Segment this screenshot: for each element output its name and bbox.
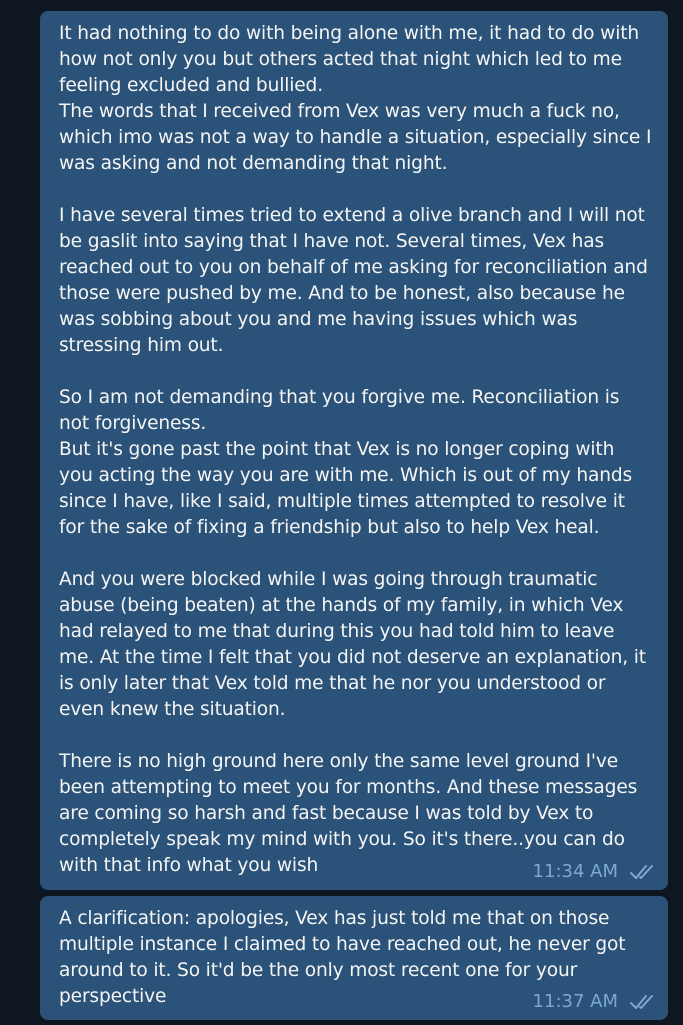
outgoing-message-bubble[interactable] xyxy=(40,11,668,890)
outgoing-message-bubble[interactable] xyxy=(40,896,668,1020)
message-text: It had nothing to do with being alone with me, it had to do with how not only you but others acted that night which led to me feeling excluded and bullied. The words that I received from Vex was very much a fuck no, which imo was not a way to handle a situation, especially since I was asking and not demanding that night. I have several times tried to extend a olive branch and I will not be gaslit into saying that I have not. Several times, Vex has reached out to you on behalf of me asking for reconciliation and those were pushed by me. And to be honest, also because he was sobbing about you and me having issues which was stressing him out. So I am not demanding that you forgive me. Reconciliation is not forgiveness. But it's gone past the point that Vex is no longer coping with you acting the way you are with me. Which is out of my hands since I have, like I said, multiple times attempted to resolve it for the sake of fixing a friendship but also to help Vex heal. And you were blocked while I was going through traumatic abuse (being beaten) at the hands of my family, in which Vex had relayed to me that during this you had told him to leave me. At the time I felt that you did not deserve an explanation, it is only later that Vex told me that he nor you understood or even knew the situation. There is no high ground here only the same level ground I've been attempting to meet you for months. And these messages are coming so harsh and fast because I was told by Vex to completely speak my mind with you. So it's there..you can do with that info what you wish xyxy=(59,23,652,876)
double-check-icon xyxy=(630,864,656,880)
message-meta xyxy=(533,992,656,1012)
message-text: A clarification: apologies, Vex has just told me that on those multiple instance I claimed to have reached out, he never got around to it. So it'd be the only most recent one for your perspective xyxy=(59,908,632,1007)
message-meta xyxy=(533,862,656,882)
message-time: 11:34 AM xyxy=(532,861,618,882)
double-check-icon xyxy=(630,994,656,1010)
message-time: 11:37 AM xyxy=(532,991,618,1012)
